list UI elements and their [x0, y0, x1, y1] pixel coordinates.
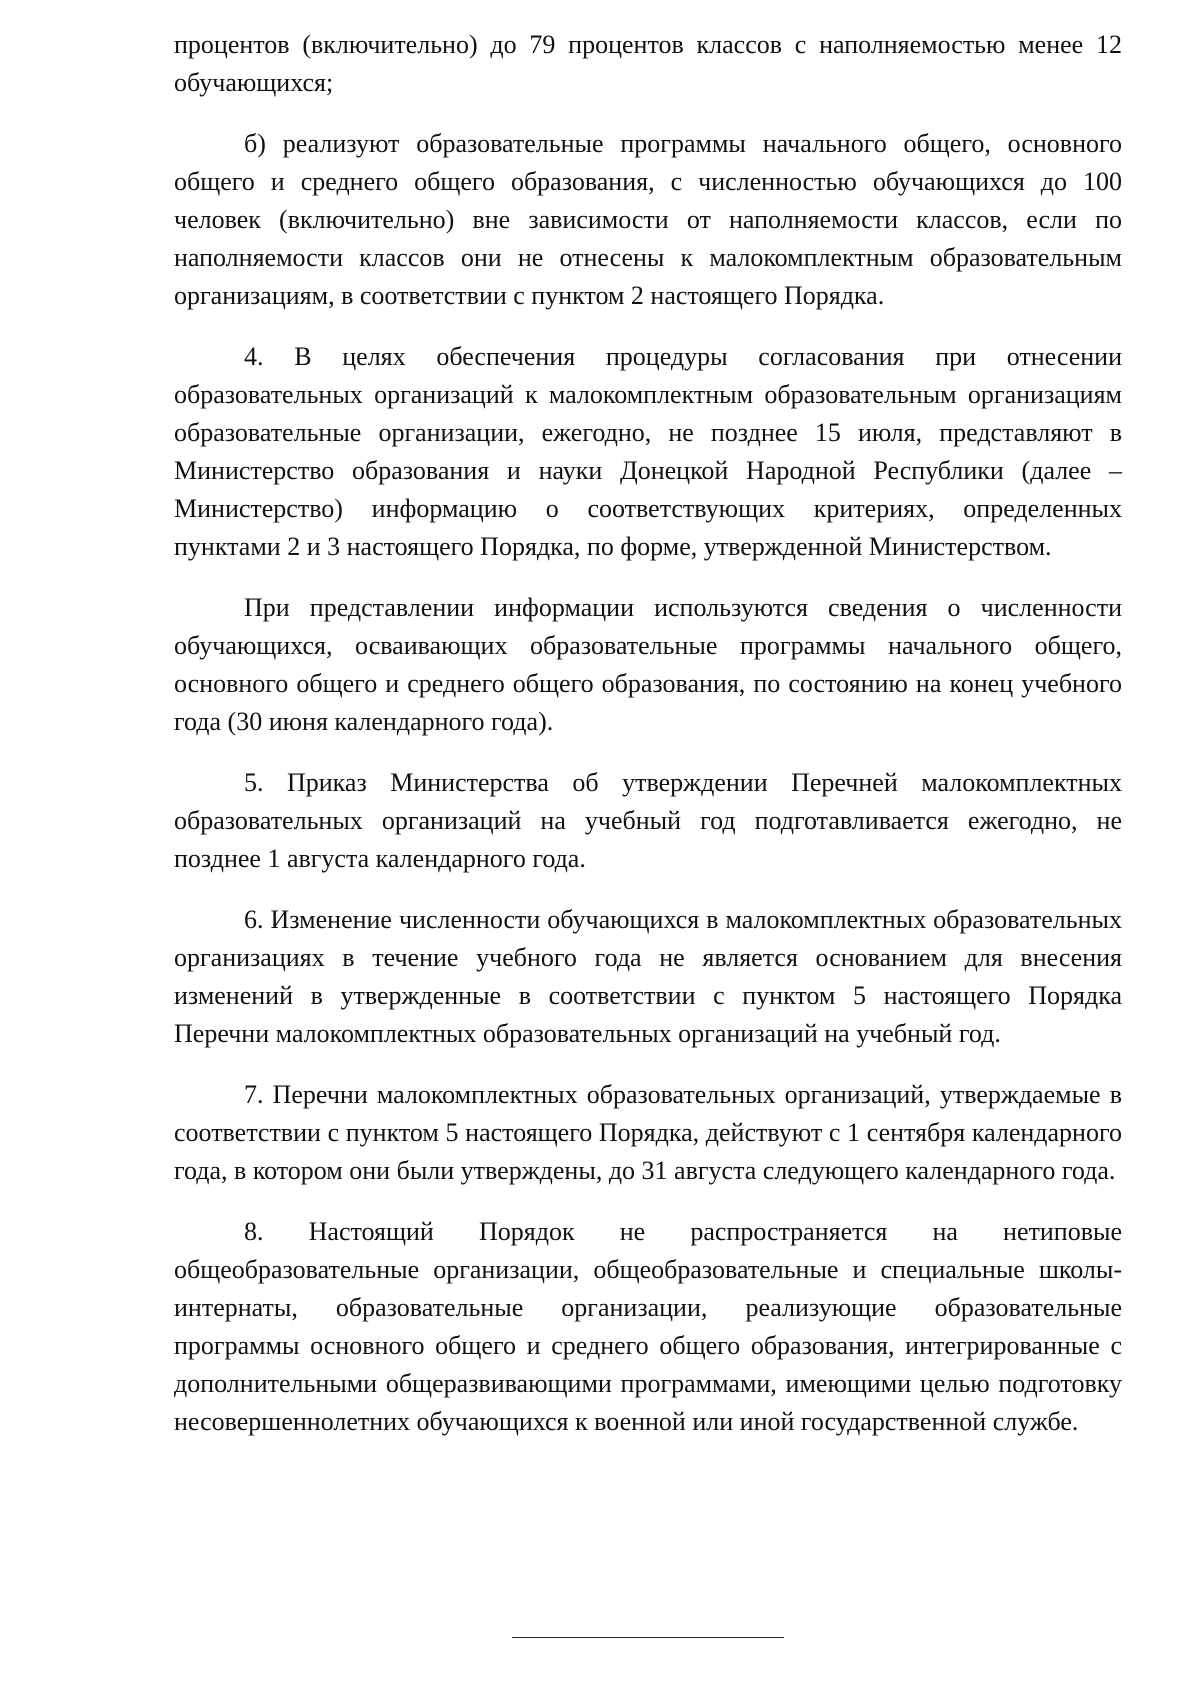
paragraph-item-7: 7. Перечни малокомплектных образовательных организаций, утверждаемые в соответствии с пунктом 5 настоящего Порядка, действуют с 1 сентября календарного года, в котором они были утверждены, до 31 августа следующего календарного года. — [174, 1080, 1122, 1185]
end-divider — [512, 1637, 784, 1638]
paragraph-item-4-continuation: При представлении информации используются сведения о численности обучающихся, осваивающих образовательные программы начального общего, основного общего и среднего общего образования, по состоянию на конец учебного года (30 июня календарного года). — [174, 593, 1122, 736]
paragraph-item-6: 6. Изменение численности обучающихся в малокомплектных образовательных организациях в течение учебного года не является основанием для внесения изменений в утвержденные в соответствии с пунктом 5 настоящего Порядка Перечни малокомплектных образовательных организаций на учебный год. — [174, 905, 1122, 1048]
paragraph-item-5: 5. Приказ Министерства об утверждении Перечней малокомплектных образовательных организаций на учебный год подготавливается ежегодно, не позднее 1 августа календарного года. — [174, 768, 1122, 873]
document-page — [174, 26, 1122, 1464]
paragraph-continuation: процентов (включительно) до 79 процентов классов с наполняемостью менее 12 обучающихся; — [174, 30, 1122, 97]
paragraph-item-4: 4. В целях обеспечения процедуры согласования при отнесении образовательных организаций к малокомплектным образовательным организациям образовательные организации, ежегодно, не позднее 15 июля, представляют в Министерство образования и науки Донецкой Народной Республики (далее – Министерство) информацию о соответствующих критериях, определенных пунктами 2 и 3 настоящего Порядка, по форме, утвержденной Министерством. — [174, 342, 1122, 561]
paragraph-item-8: 8. Настоящий Порядок не распространяется на нетиповые общеобразовательные организации, общеобразовательные и специальные школы-интернаты, образовательные организации, реализующие образовательные программы основного общего и среднего общего образования, интегрированные с дополнительными общеразвивающими программами, имеющими целью подготовку несовершеннолетних обучающихся к военной или иной государственной службе. — [174, 1217, 1122, 1436]
paragraph-subitem-b: б) реализуют образовательные программы начального общего, основного общего и среднего общего образования, с численностью обучающихся до 100 человек (включительно) вне зависимости от наполняемости классов, если по наполняемости классов они не отнесены к малокомплектным образовательным организациям, в соответствии с пунктом 2 настоящего Порядка. — [174, 129, 1122, 310]
